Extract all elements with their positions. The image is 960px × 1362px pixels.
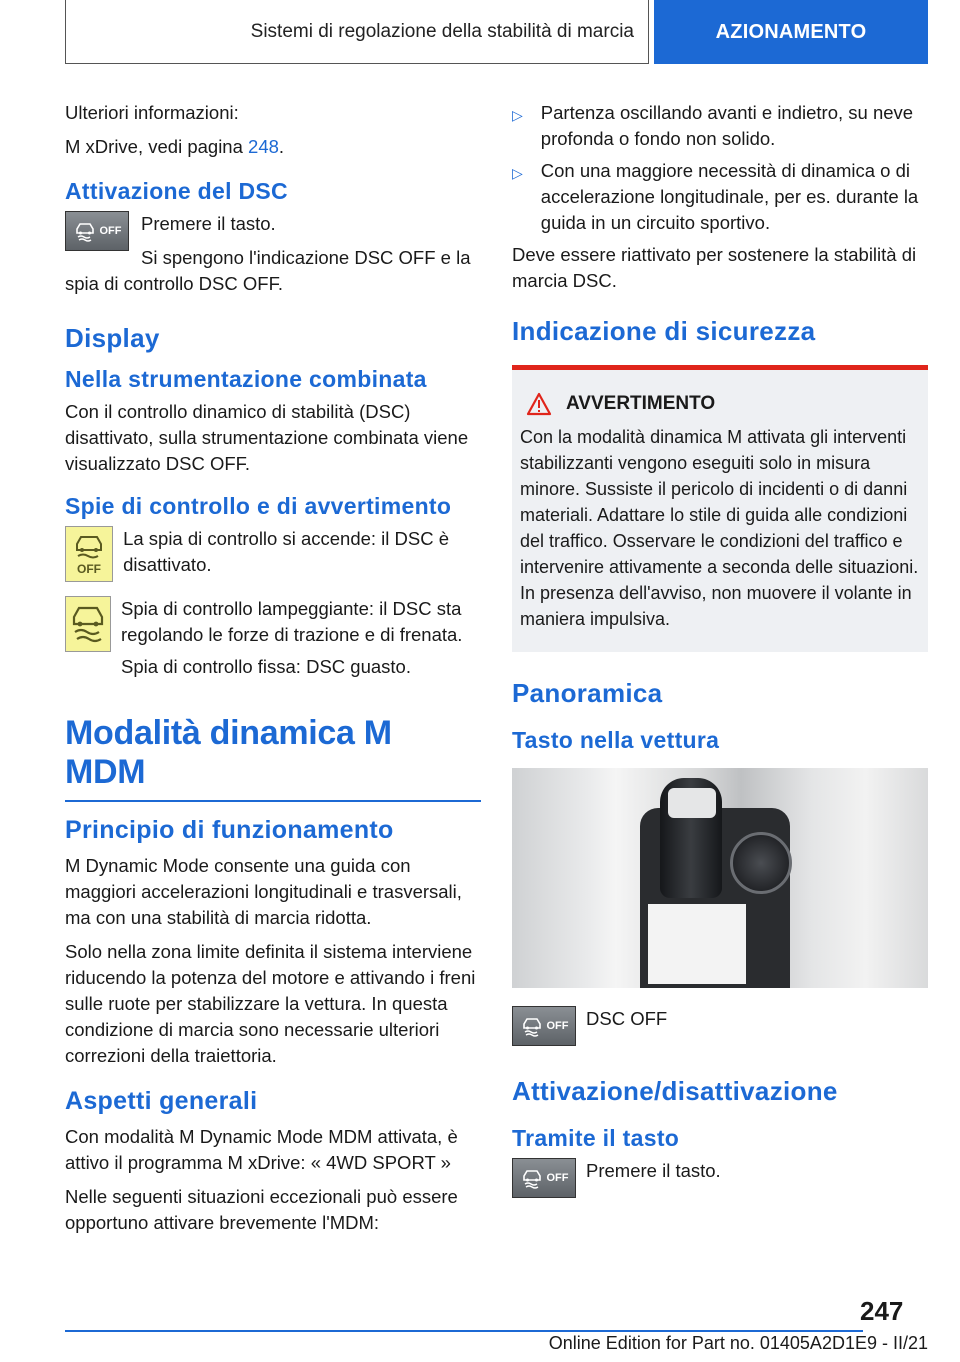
- lamp-dsc-off-row: [65, 526, 481, 584]
- display-heading: Display: [65, 323, 160, 353]
- general-heading: Aspetti generali: [65, 1087, 258, 1115]
- bullet-item: ▷ Con una maggiore necessità di dinamica o di accelerazione longitudinale, per es. durante la guida in un circuito sportivo.: [512, 158, 928, 236]
- press-button-row: [512, 1158, 928, 1198]
- triangle-bullet-icon: ▷: [512, 165, 523, 181]
- lamp2-text-flashing: Spia di controllo lampeggiante: il DSC sta regolando le forze di trazione e di frenata.: [121, 598, 463, 645]
- press-button-text: Premere il tasto.: [586, 1160, 721, 1181]
- general-text-1: Con modalità M Dynamic Mode MDM attivata, è attivo il programma M xDrive: « 4WD SPORT »: [65, 1126, 458, 1173]
- right-column: [512, 100, 928, 1206]
- dsc-off-button-icon: OFF: [512, 1158, 576, 1198]
- button-in-car-heading: Tasto nella vettura: [512, 727, 720, 753]
- warning-title: AVVERTIMENTO: [520, 392, 920, 416]
- general-text-2: Nelle seguenti situazioni eccezionali può essere opportuno attivare brevemente l'MDM:: [65, 1186, 458, 1233]
- lamp2-text-steady: Spia di controllo fissa: DSC guasto.: [121, 656, 411, 677]
- section-title: Sistemi di regolazione della stabilità di marcia: [65, 0, 649, 64]
- page-header: [65, 0, 928, 64]
- chapter-tab: AZIONAMENTO: [654, 0, 928, 64]
- dsc-off-warning-lamp-icon: [65, 526, 113, 582]
- cluster-heading: Nella strumentazione combinata: [65, 366, 427, 392]
- edition-footer: Online Edition for Part no. 01405A2D1E9 - II/21: [548, 1333, 928, 1353]
- principle-text-2: Solo nella zona limite definita il sistema interviene riducendo la potenza del motore e attivando i freni sulle ruote per stabilizzare la vettura. In questa condizione di marcia sono necessarie ulteriori correzioni della traiettoria.: [65, 941, 476, 1066]
- lamp1-text: La spia di controllo si accende: il DSC è disattivato.: [123, 528, 450, 575]
- warning-triangle-icon: [526, 392, 552, 416]
- warning-box: [512, 365, 928, 652]
- more-info-label: Ulteriori informazioni:: [65, 102, 239, 123]
- mdm-heading: Modalità dinamica M MDM: [65, 714, 481, 802]
- page-number: 247: [860, 1296, 904, 1326]
- triangle-bullet-icon: ▷: [512, 107, 523, 123]
- left-column: [65, 100, 481, 1244]
- svg-text:OFF: OFF: [77, 562, 102, 576]
- dsc-off-button-row: [512, 1006, 928, 1046]
- cluster-text: Con il controllo dinamico di stabilità (DSC) disattivato, sulla strumentazione combinata viene visualizzato DSC OFF.: [65, 401, 469, 474]
- dsc-activation-heading: Attivazione del DSC: [65, 178, 288, 204]
- principle-heading: Principio di funzionamento: [65, 816, 394, 844]
- dsc-off-button-icon: OFF: [512, 1006, 576, 1046]
- press-button-text: Premere il tasto.: [141, 213, 276, 234]
- bullet-item: ▷ Partenza oscillando avanti e indietro, su neve profonda o fondo non solido.: [512, 100, 928, 152]
- via-button-heading: Tramite il tasto: [512, 1125, 680, 1151]
- warning-text: Con la modalità dinamica M attivata gli interventi stabilizzanti vengono eseguiti solo in misura minore. Sussiste il pericolo di incidenti o di danni materiali. Adattare lo stile di guida alle condizioni del traffico. Osservare le condizioni del traffico e intervenire attivamente a seconda delle situazioni. In presenza dell'avviso, non muovere il volante in maniera impulsiva.: [520, 427, 919, 629]
- dsc-off-description: Si spengono l'indicazione DSC OFF e la spia di controllo DSC OFF.: [65, 247, 471, 294]
- xdrive-reference: M xDrive, vedi pagina 248.: [65, 136, 285, 157]
- footer-divider: [65, 1330, 863, 1332]
- dsc-off-label: DSC OFF: [586, 1008, 668, 1029]
- overview-heading: Panoramica: [512, 678, 663, 708]
- lamps-heading: Spie di controllo e di avvertimento: [65, 493, 452, 519]
- dsc-off-button-icon: OFF: [65, 211, 129, 251]
- safety-heading: Indicazione di sicurezza: [512, 316, 816, 346]
- reactivate-text: Deve essere riattivato per sostenere la stabilità di marcia DSC.: [512, 244, 917, 291]
- principle-text-1: M Dynamic Mode consente una guida con maggiori accelerazioni longitudinali e trasversali, ma con una stabilità di marcia ridotta.: [65, 855, 462, 928]
- onoff-heading: Attivazione/disattivazione: [512, 1076, 838, 1106]
- dsc-warning-lamp-icon: [65, 596, 111, 652]
- center-console-photo: [512, 768, 928, 988]
- lamp-dsc-row: [65, 596, 481, 686]
- page-link-248[interactable]: 248: [248, 136, 279, 157]
